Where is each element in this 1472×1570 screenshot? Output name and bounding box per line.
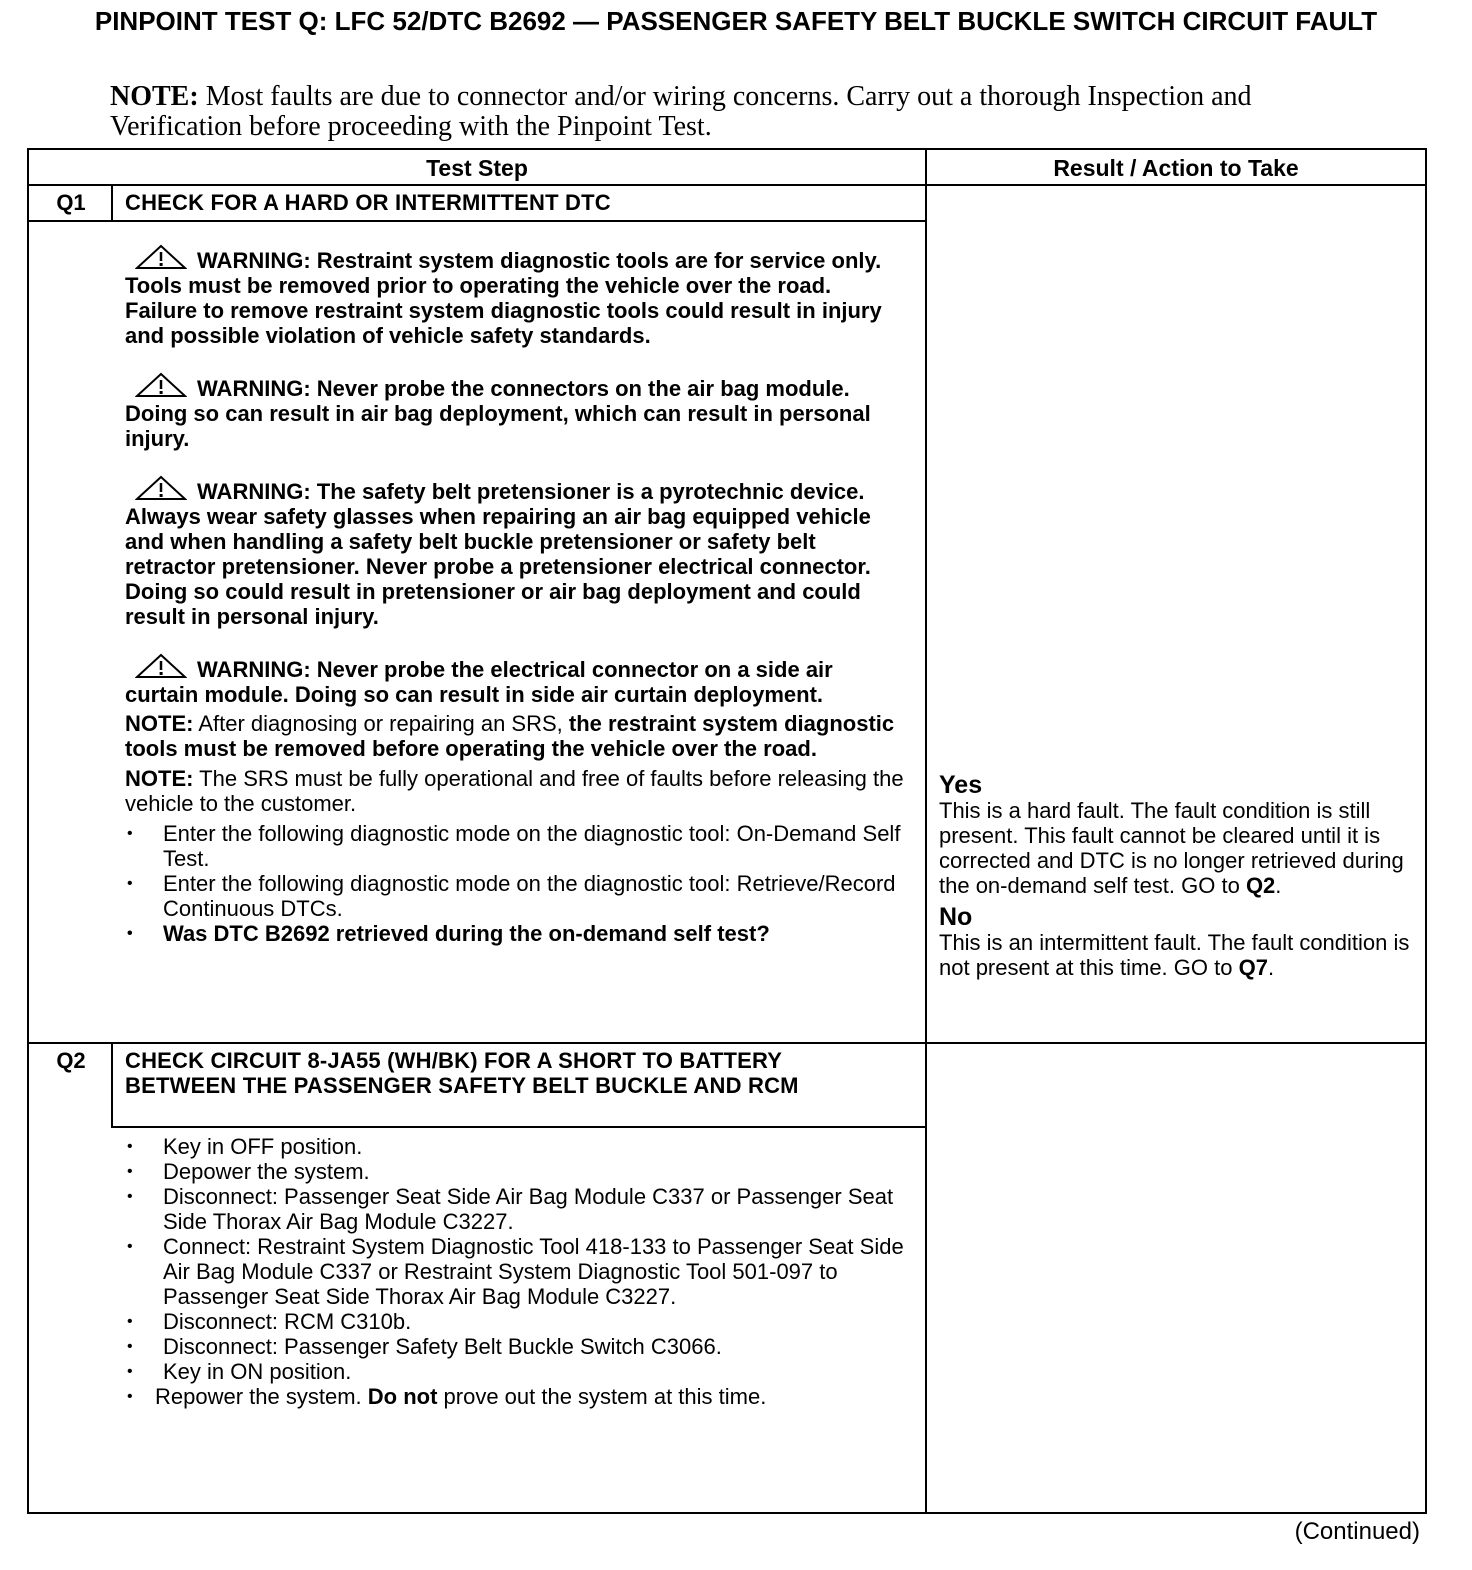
q1-warning-1	[125, 244, 905, 348]
warning-triangle-icon	[135, 653, 187, 679]
q1-note-1-text: After diagnosing or repairing an SRS,	[193, 711, 569, 736]
q2-title: CHECK CIRCUIT 8-JA55 (WH/BK) FOR A SHORT TO BATTERY BETWEEN THE PASSENGER SAFETY BELT BUCKLE AND RCM	[125, 1048, 799, 1098]
warning-triangle-icon	[135, 244, 187, 270]
q1-note-2-label: NOTE:	[125, 766, 194, 791]
q1-result	[939, 772, 1419, 980]
list-item: • Disconnect: Passenger Seat Side Air Bag Module C337 or Passenger Seat Side Thorax Air Bag Module C3227.	[125, 1184, 905, 1234]
q1-warning-1-text: WARNING: Restraint system diagnostic tools are for service only. Tools must be removed prior to operating the vehicle over the road. Failure to remove restraint system diagnostic tools could result in injury and possible violation of vehicle safety standards.	[125, 248, 882, 348]
warning-triangle-icon	[135, 372, 187, 398]
q2-body	[125, 1134, 905, 1409]
list-item: • Key in OFF position.	[125, 1134, 905, 1159]
q1-warning-3	[125, 475, 905, 629]
list-item: • Depower the system.	[125, 1159, 905, 1184]
list-item: • Disconnect: RCM C310b.	[125, 1309, 905, 1334]
q2-bullet-list	[125, 1134, 905, 1409]
q1-title-rule	[29, 220, 925, 222]
q2-title-rule	[111, 1126, 925, 1128]
q1-no-desc: This is an intermittent fault. The fault condition is not present at this time. GO to	[939, 930, 1410, 980]
q1-bullet-list	[125, 821, 905, 946]
pinpoint-table	[27, 148, 1427, 1514]
q2-last-bullet-text: Repower the system.	[155, 1384, 368, 1409]
list-item: • Enter the following diagnostic mode on the diagnostic tool: Retrieve/Record Continuous DTCs.	[125, 871, 905, 921]
intro-note-label: NOTE:	[110, 81, 199, 112]
list-item	[125, 1384, 905, 1409]
q1-warning-2-text: WARNING: Never probe the connectors on the air bag module. Doing so can result in air bag deployment, which can result in personal injury.	[125, 376, 871, 451]
q1-warning-4	[125, 653, 905, 707]
q1-warning-3-text: WARNING: The safety belt pretensioner is a pyrotechnic device. Always wear safety glasses when repairing an air bag equipped vehicle and when handling a safety belt buckle pretensioner or safety belt retractor pretensioner. Never probe a pretensioner electrical connector. Doing so could result in pretensioner or air bag deployment and could result in personal injury.	[125, 479, 871, 629]
q1-question: • Was DTC B2692 retrieved during the on-demand self test?	[125, 921, 905, 946]
page-title: PINPOINT TEST Q: LFC 52/DTC B2692 — PASSENGER SAFETY BELT BUCKLE SWITCH CIRCUIT FAULT	[94, 6, 1378, 36]
q1-note-1-label: NOTE:	[125, 711, 194, 736]
q2-last-bullet-tail: prove out the system at this time.	[437, 1384, 767, 1409]
continued-label: (Continued)	[1294, 1518, 1420, 1545]
list-item: • Enter the following diagnostic mode on the diagnostic tool: On-Demand Self Test.	[125, 821, 905, 871]
q1-warning-4-text: WARNING: Never probe the electrical connector on a side air curtain module. Doing so can result in side air curtain deployment.	[125, 657, 833, 707]
q2-last-bullet-bold: Do not	[367, 1384, 438, 1409]
q1-yes-text: This is a hard fault. The fault condition is still present. This fault cannot be cleared until it is corrected and DTC is no longer retrieved during the on-demand self test. GO to Q2.	[939, 798, 1404, 898]
q1-body	[125, 244, 905, 946]
q1-yes-goto-link[interactable]: Q2	[1245, 873, 1276, 898]
header-rule	[29, 184, 1425, 186]
q1-no-text: This is an intermittent fault. The fault condition is not present at this time. GO to Q7.	[939, 930, 1410, 980]
q1-title: CHECK FOR A HARD OR INTERMITTENT DTC	[125, 190, 611, 215]
q1-yes-desc: This is a hard fault. The fault condition is still present. This fault cannot be cleared until it is corrected and DTC is no longer retrieved during the on-demand self test. GO to	[939, 798, 1404, 898]
column-divider	[925, 150, 927, 1512]
list-item: • Disconnect: Passenger Safety Belt Buckle Switch C3066.	[125, 1334, 905, 1359]
q1-no-label: No	[939, 903, 973, 931]
intro-note	[110, 82, 1290, 142]
q1-yes-label: Yes	[939, 771, 983, 799]
q1-note-1	[125, 711, 905, 761]
warning-triangle-icon	[135, 475, 187, 501]
intro-note-text: Most faults are due to connector and/or wiring concerns. Carry out a thorough Inspection and Verification before proceeding with the Pinpoint Test.	[110, 81, 1252, 142]
q1-warning-2	[125, 372, 905, 451]
q1-id: Q1	[56, 190, 86, 215]
list-item: • Key in ON position.	[125, 1359, 905, 1384]
q1-no-goto-link[interactable]: Q7	[1238, 955, 1268, 980]
q1-note-1-bold: the restraint system diagnostic tools must be removed before operating the vehicle over the road.	[125, 711, 895, 761]
q1-note-2-text: The SRS must be fully operational and free of faults before releasing the vehicle to the customer.	[125, 766, 904, 816]
header-test-step: Test Step	[426, 155, 528, 181]
q2-id: Q2	[56, 1048, 86, 1073]
list-item: • Connect: Restraint System Diagnostic Tool 418-133 to Passenger Seat Side Air Bag Module C337 or Restraint System Diagnostic Tool 501-097 to Passenger Seat Side Thorax Air Bag Module C3227.	[125, 1234, 905, 1309]
header-result: Result / Action to Take	[1053, 155, 1299, 181]
q1-note-2	[125, 766, 905, 816]
q1-q2-rule	[29, 1042, 1425, 1044]
